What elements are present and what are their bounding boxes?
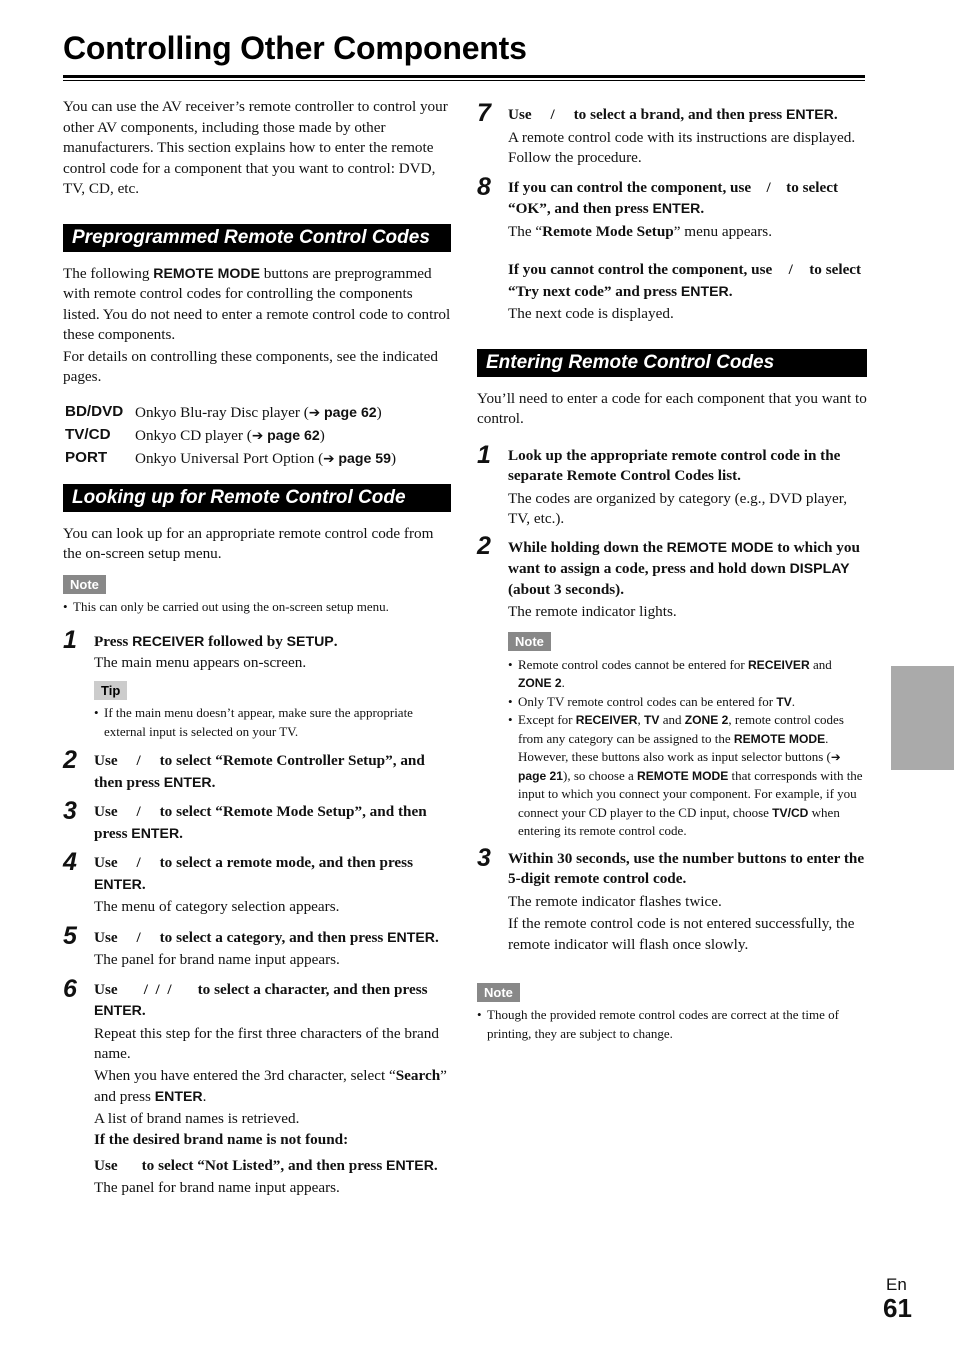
step-desc: The main menu appears on-screen. xyxy=(94,653,307,671)
step-title: Use to select “Not Listed”, and then press ENTER. xyxy=(94,1156,438,1174)
step-number: 6 xyxy=(63,974,77,1003)
enter-key: ENTER xyxy=(652,200,701,216)
note-label: Note xyxy=(63,575,106,594)
enter-key: ENTER xyxy=(785,106,834,122)
arrow-icon: ➔ xyxy=(308,404,321,421)
tip-label: Tip xyxy=(94,681,127,700)
step-number: 5 xyxy=(63,921,77,950)
arrow-icon: ➔ xyxy=(830,750,841,764)
tip-item: • If the main menu doesn’t appear, make sure the appropriate external input is selected on your TV. xyxy=(94,704,451,741)
arrow-icon: ➔ xyxy=(251,427,264,444)
display-key: DISPLAY xyxy=(789,560,850,576)
right-column xyxy=(477,99,867,1043)
step-number: 2 xyxy=(477,531,491,560)
page-number: 61 xyxy=(883,1293,912,1323)
step-desc: The remote indicator flashes twice. xyxy=(508,892,722,910)
step-4 xyxy=(63,848,451,918)
enter-key: ENTER xyxy=(94,1002,142,1018)
receiver-key: RECEIVER xyxy=(132,633,205,649)
page-link[interactable]: page 59 xyxy=(338,449,392,466)
component-desc: Onkyo CD player (➔ page 62) xyxy=(135,426,325,444)
step-desc: When you have entered the 3rd character, select “Search” and press ENTER. xyxy=(94,1066,447,1105)
step-title-alt: If you cannot control the component, use / to select “Try next code” and press ENTER. xyxy=(508,261,862,300)
component-code: TV/CD xyxy=(65,425,111,443)
arrow-icon: ➔ xyxy=(323,450,335,467)
step-desc: If the remote control code is not entered successfully, the remote indicator will flash once slowly. xyxy=(508,915,855,953)
step-desc: The remote indicator lights. xyxy=(508,603,677,620)
step-number: 8 xyxy=(477,172,491,201)
note-item: • Remote control codes cannot be entered for RECEIVER and ZONE 2. xyxy=(508,656,867,693)
lookup-paragraph: You can look up for an appropriate remote control code from the on-screen setup menu. xyxy=(63,524,434,562)
step-title: Use / to select “Remote Mode Setup”, and then press ENTER. xyxy=(94,803,427,842)
component-code: BD/DVD xyxy=(65,402,124,420)
step-desc: The panel for brand name input appears. xyxy=(94,951,340,968)
setup-key: SETUP xyxy=(286,633,334,649)
step-title: Use / to select “Remote Controller Setup”, and then press ENTER. xyxy=(94,752,425,791)
step-desc: A remote control code with its instructions are displayed. Follow the procedure. xyxy=(508,128,856,166)
step-number: 2 xyxy=(63,746,77,774)
component-desc: Onkyo Blu-ray Disc player (➔ page 62) xyxy=(135,403,382,421)
intro-paragraph: You can use the AV receiver’s remote controller to control your other AV components, including those made by other manufacturers. This section explains how to enter the remote control code for a component that you want to control: DVD, TV, CD, etc. xyxy=(63,98,448,197)
note-item: • Only TV remote control codes can be entered for TV. xyxy=(508,693,867,712)
remote-mode-key: REMOTE MODE xyxy=(666,538,774,555)
step-desc: The next code is displayed. xyxy=(508,305,674,322)
step-number: 1 xyxy=(63,626,77,654)
note-label: Note xyxy=(477,983,520,1002)
enter-step-1 xyxy=(477,440,867,530)
page-link[interactable]: page 21 xyxy=(518,768,563,783)
step-title: Look up the appropriate remote control code in the separate Remote Control Codes list. xyxy=(508,446,841,484)
section-heading-entering: Entering Remote Control Codes xyxy=(477,349,867,377)
section-heading-preprogrammed: Preprogrammed Remote Control Codes xyxy=(63,224,451,252)
step-number: 4 xyxy=(63,848,77,876)
enter-key: ENTER xyxy=(94,875,142,892)
left-column xyxy=(63,97,451,1199)
language-label: En xyxy=(886,1275,907,1294)
enter-key: ENTER xyxy=(131,824,180,841)
preprogrammed-paragraph: The following REMOTE MODE buttons are preprogrammed with remote control codes for controlling the components listed. You do not need to enter a remote control code to control these components. xyxy=(63,264,451,343)
preprogrammed-table xyxy=(63,401,396,470)
step-number: 7 xyxy=(477,99,491,127)
step-title: Press RECEIVER followed by SETUP. xyxy=(94,633,338,650)
step-title: While holding down the REMOTE MODE to which you want to assign a code, press and hold down DISPLAY (about 3 seconds). xyxy=(508,538,860,598)
step-desc: The panel for brand name input appears. xyxy=(94,1179,340,1196)
page-link[interactable]: page 62 xyxy=(267,426,320,443)
step-3 xyxy=(63,797,451,844)
step-number: 3 xyxy=(63,797,77,825)
enter-key: ENTER xyxy=(386,1156,434,1173)
step-1 xyxy=(63,626,451,741)
step-title: If you can control the component, use / to select “OK”, and then press ENTER. xyxy=(508,178,839,217)
note-item: • Except for RECEIVER, TV and ZONE 2, remote control codes from any category can be assigned to the REMOTE MODE. However, these buttons also work as input selector buttons (➔ page 21), so choose a REMOTE MODE that corresponds with the input to which you connect your component. For example, if you connect your CD player to the CD input, choose TV/CD when entering its remote control code. xyxy=(508,711,867,841)
enter-step-2 xyxy=(477,531,867,841)
step-subheading: If the desired brand name is not found: xyxy=(94,1131,349,1148)
step-desc: The menu of category selection appears. xyxy=(94,898,340,915)
page-link[interactable]: page 62 xyxy=(324,403,377,420)
step-2 xyxy=(63,746,451,793)
step-6 xyxy=(63,974,451,1199)
table-row xyxy=(63,447,396,470)
page-title: Controlling Other Components xyxy=(63,30,527,66)
chapter-tab xyxy=(891,666,954,770)
title-rule-thin xyxy=(63,80,865,81)
table-row xyxy=(63,401,396,424)
step-7 xyxy=(477,99,867,169)
section-heading-lookup: Looking up for Remote Control Code xyxy=(63,484,451,512)
table-row xyxy=(63,424,396,447)
enter-step-3 xyxy=(477,843,867,956)
details-paragraph: For details on controlling these components, see the indicated pages. xyxy=(63,347,438,385)
step-desc: The codes are organized by category (e.g., DVD player, TV, etc.). xyxy=(508,489,847,527)
note-label: Note xyxy=(508,632,551,651)
step-desc: A list of brand names is retrieved. xyxy=(94,1109,300,1127)
enter-key: ENTER xyxy=(154,1088,203,1104)
component-desc: Onkyo Universal Port Option (➔ page 59) xyxy=(135,449,397,467)
step-title: Use / to select a brand, and then press ENTER. xyxy=(508,106,838,123)
entering-intro: You’ll need to enter a code for each component that you want to control. xyxy=(477,389,867,427)
component-code: PORT xyxy=(65,448,108,466)
title-rule xyxy=(63,75,865,78)
step-title: Within 30 seconds, use the number buttons to enter the 5-digit remote control code. xyxy=(508,849,865,887)
step-number: 1 xyxy=(477,440,491,469)
enter-key: ENTER xyxy=(387,928,436,945)
remote-mode-key: REMOTE MODE xyxy=(153,264,260,281)
step-desc: Repeat this step for the first three characters of the brand name. xyxy=(94,1024,439,1062)
step-title: Use / to select a category, and then press ENTER. xyxy=(94,928,439,946)
step-desc: The “Remote Mode Setup” menu appears. xyxy=(508,222,773,240)
enter-key: ENTER xyxy=(163,773,212,790)
enter-key: ENTER xyxy=(680,282,729,299)
note-item: • This can only be carried out using the on-screen setup menu. xyxy=(63,598,451,617)
step-8 xyxy=(477,172,867,325)
step-title: Use / / / to select a character, and then press ENTER. xyxy=(94,980,428,1019)
step-title: Use / to select a remote mode, and then press ENTER. xyxy=(94,854,413,893)
step-5 xyxy=(63,921,451,971)
step-number: 3 xyxy=(477,843,491,872)
note-item: • Though the provided remote control codes are correct at the time of printing, they are subject to change. xyxy=(477,1006,867,1043)
